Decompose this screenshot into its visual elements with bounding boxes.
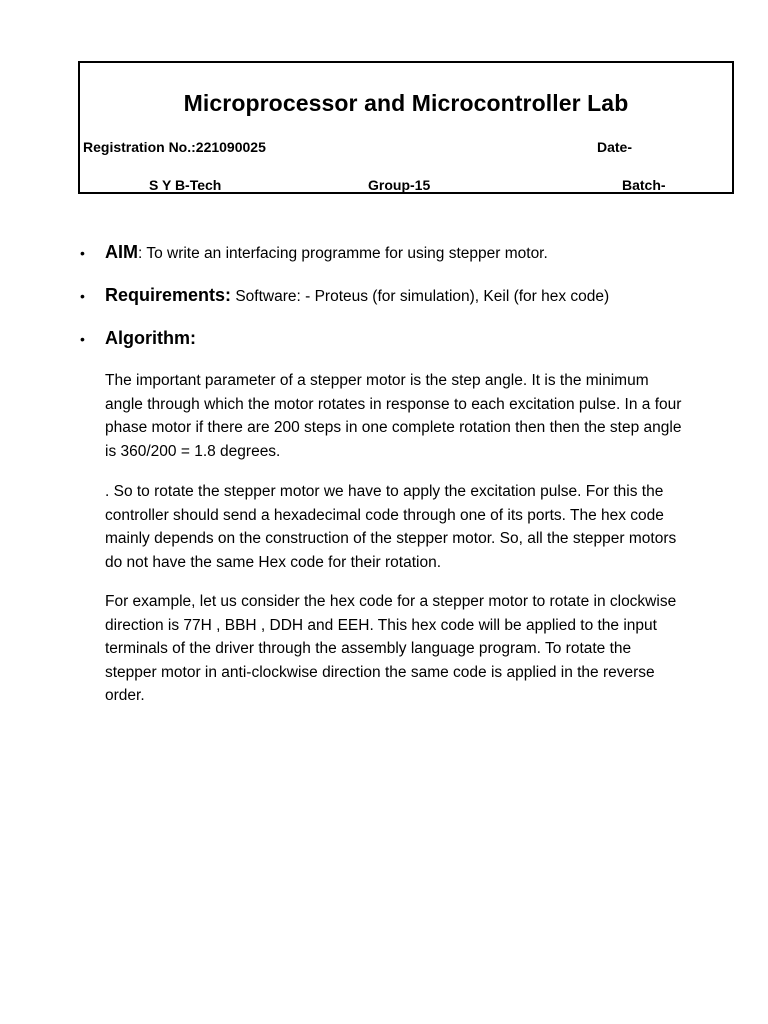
bullet-marker: • [80,288,85,304]
algorithm-label: Algorithm: [105,328,196,348]
paragraph-line: controller should send a hexadecimal code through one of its ports. The hex code [105,506,664,524]
batch-label: Batch- [622,177,666,193]
year-label: S Y B-Tech [149,177,222,193]
paragraph-line: stepper motor in anti-clockwise direction the same code is applied in the reverse [105,663,655,681]
group-label: Group-15 [368,177,431,193]
aim-label: AIM [105,242,138,262]
aim-text: : To write an interfacing programme for using stepper motor. [138,245,548,262]
paragraph-line: is 360/200 = 1.8 degrees. [105,442,281,460]
paragraph-line: angle through which the motor rotates in response to each excitation pulse. In a four [105,395,682,413]
date-label: Date- [597,139,633,155]
paragraph-line: . So to rotate the stepper motor we have to apply the excitation pulse. For this the [105,483,664,500]
bullet-marker: • [80,331,85,347]
requirements-text: Software: - Proteus (for simulation), Keil (for hex code) [231,288,610,305]
paragraph-line: direction is 77H , BBH , DDH and EEH. This hex code will be applied to the input [105,616,657,634]
paragraph-line: do not have the same Hex code for their rotation. [105,553,442,571]
paragraph-line: phase motor if there are 200 steps in one complete rotation then then the step angle [105,419,682,437]
header-box [78,61,734,194]
paragraph-hex-code [105,590,735,708]
page-title: Microprocessor and Microcontroller Lab [183,90,629,116]
paragraph-step-angle [105,369,735,463]
paragraph-line: terminals of the driver through the assembly language program. To rotate the [105,640,632,658]
paragraph-line: order. [105,687,145,705]
paragraph-line: mainly depends on the construction of the stepper motor. So, all the stepper motors [105,530,677,548]
bullet-marker: • [80,245,85,261]
paragraph-line: For example, let us consider the hex code for a stepper motor to rotate in clockwise [105,593,677,610]
paragraph-excitation [105,480,735,574]
paragraph-line: The important parameter of a stepper motor is the step angle. It is the minimum [105,372,649,389]
requirements-label: Requirements: [105,285,232,305]
registration-number: Registration No.:221090025 [83,139,266,155]
